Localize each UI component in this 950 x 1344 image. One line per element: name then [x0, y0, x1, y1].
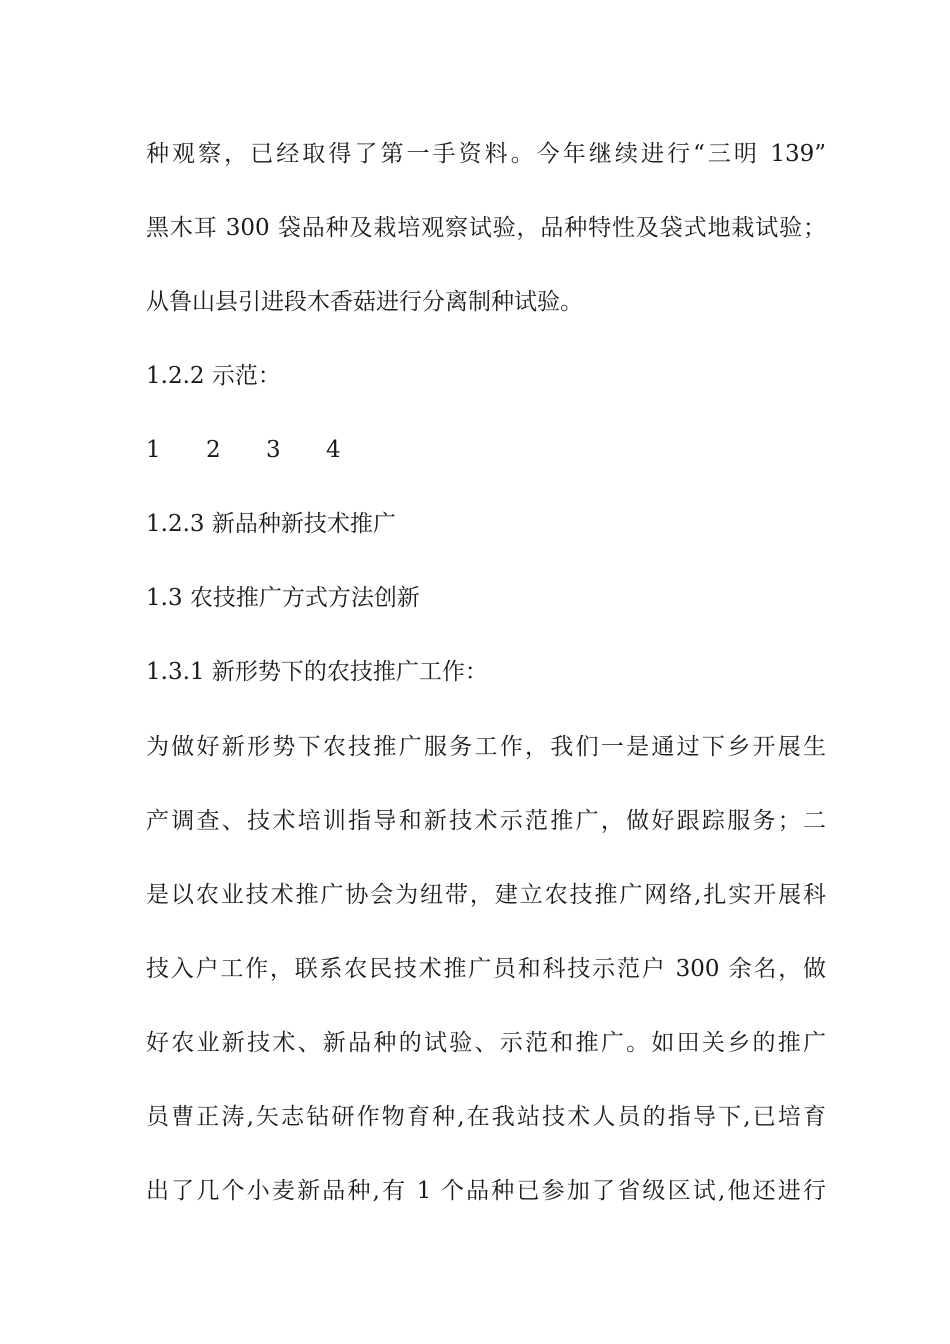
paragraph-line: 种观察，已经取得了第一手资料。今年继续进行“三明 139” [146, 141, 826, 167]
number-row [146, 430, 386, 470]
number-item: 2 [206, 437, 221, 463]
section-heading: 1.3 农技推广方式方法创新 [146, 585, 420, 611]
number-item: 4 [326, 437, 341, 463]
paragraph-line: 技入户工作，联系农民技术推广员和科技示范户 300 余名，做 [146, 956, 826, 982]
paragraph-line: 从鲁山县引进段木香菇进行分离制种试验。 [146, 289, 583, 315]
number-item: 3 [266, 437, 281, 463]
paragraph-line: 产调查、技术培训指导和新技术示范推广，做好跟踪服务；二 [146, 808, 826, 834]
paragraph-line: 员曹正涛,矢志钻研作物育种,在我站技术人员的指导下,已培育 [146, 1104, 826, 1130]
paragraph-line: 出了几个小麦新品种,有 1 个品种已参加了省级区试,他还进行 [146, 1178, 826, 1204]
section-heading: 1.2.3 新品种新技术推广 [146, 511, 396, 537]
section-heading: 1.2.2 示范： [146, 363, 281, 389]
section-heading: 1.3.1 新形势下的农技推广工作： [146, 659, 488, 685]
paragraph-line: 黑木耳 300 袋品种及栽培观察试验，品种特性及袋式地栽试验； [146, 215, 826, 241]
paragraph-line: 是以农业技术推广协会为纽带，建立农技推广网络,扎实开展科 [146, 882, 826, 908]
paragraph-line: 好农业新技术、新品种的试验、示范和推广。如田关乡的推广 [146, 1030, 826, 1056]
number-item: 1 [146, 437, 161, 463]
paragraph-line: 为做好新形势下农技推广服务工作，我们一是通过下乡开展生 [146, 734, 826, 760]
